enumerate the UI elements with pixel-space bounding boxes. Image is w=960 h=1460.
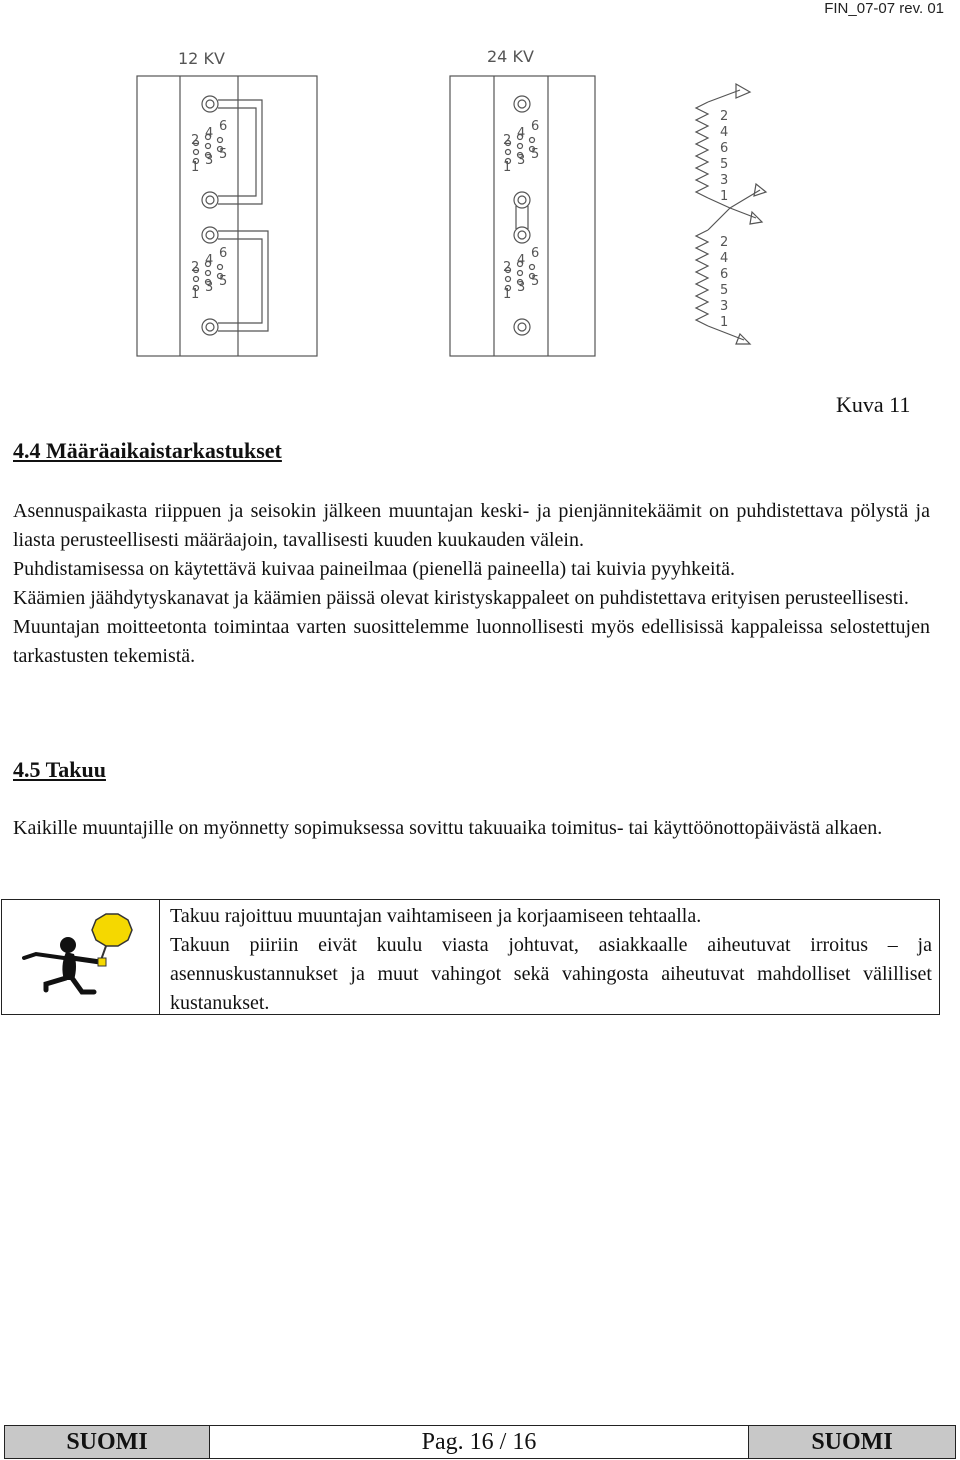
terminal-label: 5 <box>531 274 540 289</box>
terminal-label: 5 <box>219 147 228 162</box>
paragraph: Käämien jäähdytyskanavat ja käämien päissä olevat kiristyskappaleet on puhdistettava erityisen perusteellisesti. <box>13 587 909 609</box>
schematic-label: 2 <box>720 235 729 250</box>
section-4-4-body <box>13 497 930 671</box>
warranty-notice-box <box>1 899 940 1015</box>
section-heading-4-4: 4.4 Määräaikaistarkastukset <box>13 438 282 463</box>
schematic-label: 6 <box>720 267 729 282</box>
section-4-5-body <box>13 814 930 843</box>
schematic-label: 1 <box>720 189 729 204</box>
terminal-label: 3 <box>517 153 526 168</box>
terminal-label: 6 <box>219 246 228 261</box>
panel-24kv <box>450 76 595 356</box>
schematic-label: 2 <box>720 109 729 124</box>
schematic-label: 3 <box>720 173 729 188</box>
winding-schematic <box>696 84 766 344</box>
paragraph: Muuntajan moitteetonta toimintaa varten suosittelemme luonnollisesti myös edellisissä kappaleissa selostettujen tarkastusten tekemistä. <box>13 616 930 667</box>
terminal-label: 6 <box>531 119 540 134</box>
panel-12kv <box>137 76 317 356</box>
terminal-label: 1 <box>191 160 200 175</box>
notice-text <box>170 902 932 1018</box>
terminal-label: 1 <box>503 160 512 175</box>
panel-12kv-title: 12 KV <box>178 49 225 68</box>
terminal-label: 5 <box>219 274 228 289</box>
terminal-label: 3 <box>205 153 214 168</box>
footer-language-right: SUOMI <box>748 1426 955 1458</box>
notice-line: Takuun piiriin eivät kuulu viasta johtuvat, asiakkaalle aiheutuvat irroitus – ja asennuskustannukset ja muut vahingot sekä vahingosta aiheutuvat mahdolliset välilliset kustanukset. <box>170 934 932 1014</box>
figure-caption: Kuva 11 <box>836 392 911 417</box>
schematic-label: 4 <box>720 125 729 140</box>
schematic-label: 3 <box>720 299 729 314</box>
schematic-label: 4 <box>720 251 729 266</box>
panel-24kv-title: 24 KV <box>487 47 534 66</box>
footer-language-left: SUOMI <box>5 1426 210 1458</box>
page-footer <box>4 1425 956 1459</box>
terminal-label: 6 <box>219 119 228 134</box>
terminal-label: 6 <box>531 246 540 261</box>
schematic-label: 6 <box>720 141 729 156</box>
terminal-label: 2 <box>503 260 512 275</box>
tap-connection-figure <box>130 40 790 370</box>
terminal-label: 2 <box>191 133 200 148</box>
paragraph: Puhdistamisessa on käytettävä kuivaa paineilmaa (pienellä paineella) tai kuivia pyyhkeitä. <box>13 558 735 580</box>
schematic-label: 1 <box>720 315 729 330</box>
terminal-label: 2 <box>503 133 512 148</box>
terminal-label: 4 <box>517 253 526 268</box>
terminal-label: 4 <box>517 126 526 141</box>
footer-page-number: Pag. 16 / 16 <box>210 1426 748 1458</box>
terminal-label: 2 <box>191 260 200 275</box>
terminal-label: 3 <box>205 280 214 295</box>
paragraph: Kaikille muuntajille on myönnetty sopimuksessa sovittu takuuaika toimitus- tai käyttöönottopäivästä alkaen. <box>13 817 883 839</box>
schematic-label: 5 <box>720 283 729 298</box>
terminal-label: 1 <box>503 287 512 302</box>
terminal-label: 1 <box>191 287 200 302</box>
section-heading-4-5: 4.5 Takuu <box>13 757 106 782</box>
document-reference: FIN_07-07 rev. 01 <box>824 0 944 17</box>
schematic-label: 5 <box>720 157 729 172</box>
stop-sign-figure-icon <box>2 900 159 1013</box>
terminal-label: 5 <box>531 147 540 162</box>
terminal-label: 4 <box>205 126 214 141</box>
terminal-label: 3 <box>517 280 526 295</box>
terminal-label: 4 <box>205 253 214 268</box>
paragraph: Asennuspaikasta riippuen ja seisokin jälkeen muuntajan keski- ja pienjännitekäämit on puhdistettava pölystä ja liasta perusteellisesti määräajoin, tavallisesti kuuden kuukauden välein. <box>13 500 930 551</box>
notice-line: Takuu rajoittuu muuntajan vaihtamiseen ja korjaamiseen tehtaalla. <box>170 905 702 927</box>
notice-icon-cell <box>2 900 160 1014</box>
